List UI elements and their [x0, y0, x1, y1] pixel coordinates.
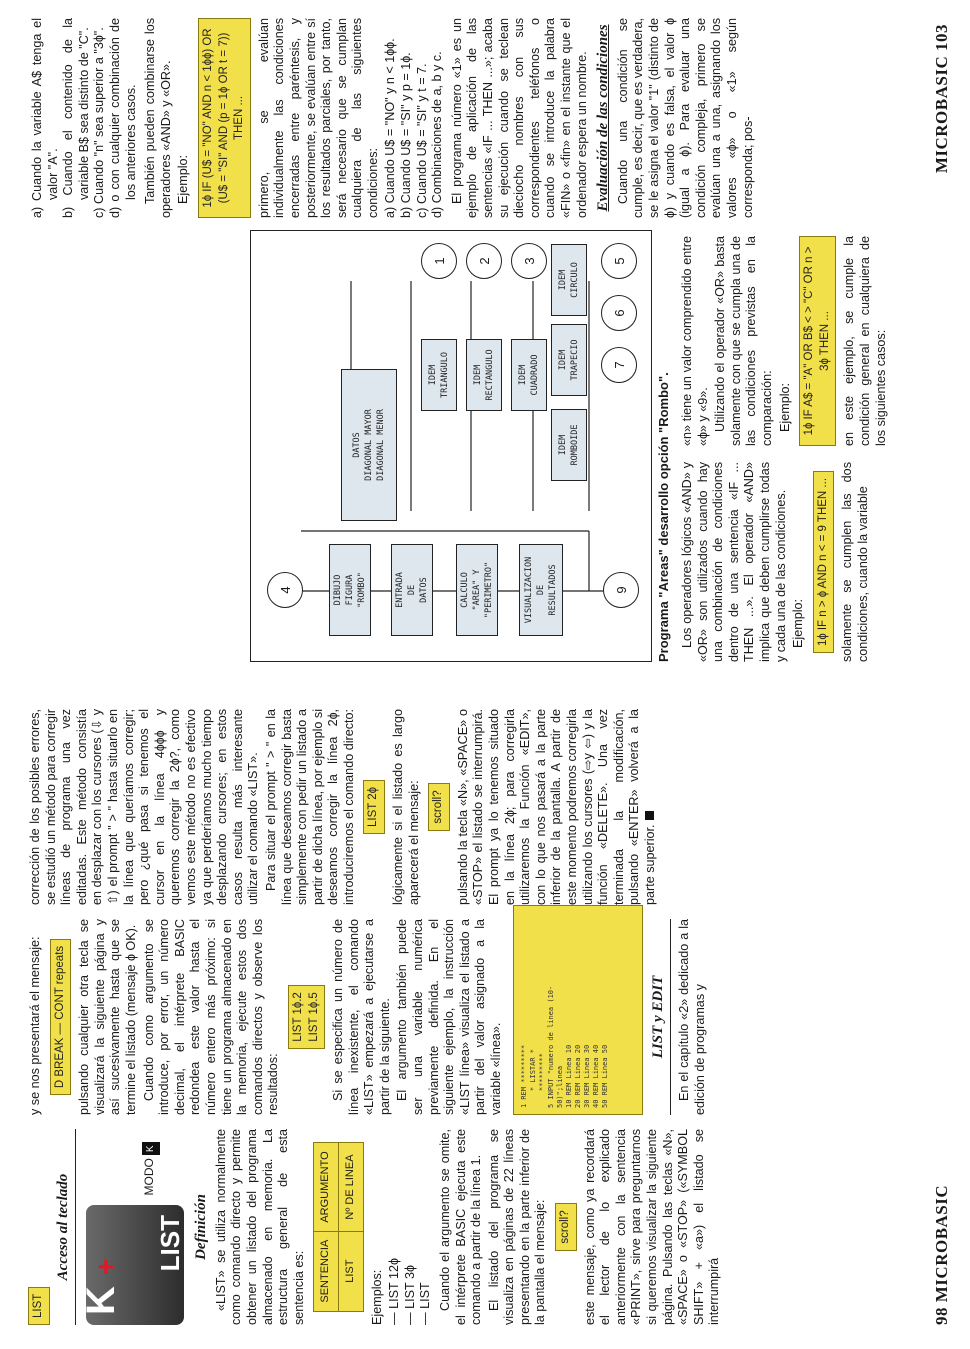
paragraph: Si se especifica un número de línea inexistente, el comando «LIST» empezará a ejecutarse a partir de la siguiente.: [331, 919, 392, 1115]
connector-2: 2: [466, 243, 502, 279]
box-idem-circulo: IDEM CIRCULO: [551, 244, 587, 316]
paragraph: pulsando cualquier otra tecla se visualizará la siguiente página y así sucesivamente hasta que se termine el listado (mensaje ɸ OK).: [77, 919, 138, 1115]
paragraph: lógicamente si el listado es largo aparecerá el mensaje:: [391, 709, 421, 905]
paragraph: El argumento también puede ser una variable numérica previamente definida. En el siguiente ejemplo, la instrucción «LIST línea» visualiza el listado a partir del valor asignado a la variable «línea».: [395, 919, 504, 1115]
box-dibujo-figura: DIBUJO FIGURA "ROMBO": [329, 544, 371, 636]
paragraph: En el capítulo «2» dedicado a la edición de programas y: [677, 919, 707, 1115]
list-key-label: LIST: [28, 1287, 50, 1325]
box-entrada-datos: ENTRADA DE DATOS: [391, 544, 433, 636]
ejemplo-label: Ejemplo:: [777, 383, 792, 432]
syntax-table: SENTENCIA ARGUMENTO LIST Nº DE LINEA: [313, 1142, 363, 1311]
paragraph: corrección de los posibles errores, se estudió un método para corregir líneas de programa una vez editadas. Este método consistía en desplazar con los cursores (⇩ y ⇧) el prompt " > " hasta situarlo en la línea que queríamos corregir; pero ¿qué pasa si tenemos el cursor en la línea 4ɸɸɸ y queremos corregir la 2ɸ?, como vemos este método no es efectivo ya que perderíamos mucho tiempo desplazando cursores; en estos casos resulta más interesante utilizar el comando «LIST».: [28, 709, 261, 905]
paragraph: Cuando el argumento se omite, el intérprete BASIC ejecuta este comando a partir de la línea 1.: [437, 1129, 484, 1325]
and-or-example-box: 1ɸ IF (U$ = "NO" AND n < 1ɸɸ) OR (U$ = "SI" AND (p = 1ɸ OR t = 7)) THEN ...: [198, 18, 251, 218]
column-1: [28, 1129, 725, 1325]
connector-4: 4: [267, 572, 303, 608]
box-visualizacion: VISUALIZACION DE RESULTADOS: [519, 544, 563, 636]
and-example-box: 1ɸ IF n > ɸ AND n < = 9 THEN ...: [813, 471, 835, 653]
list-decimal-box: LIST 1ɸ.2 LIST 1ɸ.5: [288, 985, 325, 1049]
paragraph: y se nos presentará el mensaje:: [28, 936, 42, 1115]
ejemplos-list: — LIST 12ɸ — LIST 3ɸ — LIST: [387, 1258, 433, 1325]
or-example-box: 1ɸ IF A$ = "A" OR B$ < > "C" OR n > 3ɸ THEN ...: [799, 236, 836, 446]
box-idem-trapecio: IDEM TRAPECIO: [551, 324, 587, 396]
right-column-2: [680, 236, 891, 446]
paragraph: este mensaje, como ya recordará el lector de lo explicado anteriormente con la sentencia «PRINT», sirve para preguntarnos si queremos visualizar la siguiente página. Pulsando las teclas «N», «SPACE» o «STOP» («SYMBOL SHIFT» + «a») el listado se interrumpirá: [582, 1129, 722, 1325]
definicion-heading: Definición: [193, 1194, 210, 1260]
scroll-box-2: scroll?: [428, 783, 450, 830]
acceso-heading: Acceso al teclado: [54, 1173, 71, 1281]
modo-label: MODOK: [142, 1142, 160, 1195]
box-idem-triangulo: IDEM TRIANGULO: [421, 339, 457, 411]
paragraph: Los operadores lógicos «AND» y «OR» son utilizados cuando hay una combinación de condiciones dentro de una sentencia «IF ... THEN ...». El operador «AND» implica que deben cumplirse todas y cada una de las condiciones.: [680, 462, 788, 662]
box-idem-rectangulo: IDEM RECTANGULO: [466, 339, 502, 411]
page-98: [0, 675, 970, 1349]
evaluacion-heading: Evaluación de las condiciones: [595, 24, 612, 212]
paragraph: pulsando la tecla «N», «SPACE» o «STOP» el listado se interrumpirá. El prompt ya lo tenemos situado en la línea 2ɸ; para corregirla utilizaremos la Función «EDIT», con lo que nos pasará a la parte inferior de la pantalla. A partir de este momento podremos corregirla utilizando los cursores (⇨y ⇦) y la función «DELETE». Una vez terminada la modificación, pulsando «ENTER» volverá a la parte superior.: [455, 709, 657, 905]
list-edit-heading: LIST y EDIT: [649, 975, 666, 1059]
def-paragraph: «LIST» se utiliza normalmente como comando directo y permite obtener un listado del programa almacenado en memoria. La estructura general de esta sentencia es:: [213, 1129, 306, 1325]
column-2: [28, 919, 710, 1115]
connector-7: 7: [601, 347, 637, 383]
screen-listing: 1 REM ********* * LISTAR * ********* 5 INPUT "numero de linea (10- 50)";linea 10 REM Linea 10 20 REM Linea 20 30 REM Linea 30 40 REM Linea 40 50 REM Linea 50: [513, 905, 643, 1115]
scroll-box: scroll?: [555, 1203, 577, 1250]
ejemplo-label: Ejemplo:: [176, 155, 191, 204]
box-calculo: CALCULO "AREA" Y "PERIMETRO": [456, 544, 498, 636]
connector-6: 6: [601, 295, 637, 331]
paragraph: Para situar el prompt " > " en la línea que deseamos corregir basta simplemente con pedir un listado a partir de dicha línea, por ejemplo si deseamos corregir la línea 2ɸ, introduciremos el comando directo:: [263, 708, 356, 905]
end-mark: [645, 811, 654, 820]
paragraph: Utilizando el operador «OR» basta solamente con que se cumpla una de las condiciones previstas en la comparación:: [713, 236, 774, 446]
paragraph: Cuando una condición se cumple, es decir, que es verdadera, se le asigna el valor "1" (distinto de ɸ) y cuando es falsa, el valor ɸ (igual a ɸ). Para evaluar una condición compleja, primero se evalúan una a una, asignando los valores «ɸ» o «1» según corresponda; pos-: [615, 18, 755, 218]
paragraph: en este ejemplo, se cumple la condición general en cualquiera de los siguientes casos:: [842, 236, 888, 446]
paragraph: primero, se evalúan individualmente las condiciones encerradas entre paréntesis, y posteriormente, se evalúan entre sí los resultados parciales, por tanto, será necesario que se cumplan cualquiera de las siguientes condiciones:: [256, 18, 380, 218]
paragraph: El listado del programa se visualiza en páginas de 22 líneas presentando en la parte inferior de la pantalla el mensaje:: [486, 1129, 548, 1325]
flowchart-lines: [251, 231, 651, 661]
column-3: [28, 709, 661, 905]
folio-right: MICROBASIC 103: [932, 24, 951, 174]
connector-1: 1: [421, 243, 457, 279]
ejemplos-label: Ejemplos:: [369, 1269, 384, 1325]
paragraph: También pueden combinarse los operadores «AND» y «OR».: [143, 18, 173, 218]
paragraph: El programa número «1» es un ejemplo de aplicación de las sentencias «IF ... THEN ...»; acaba su ejecución cuando se teclean dieciocho nombres con sus correspondientes teléfonos o cuando se introduce la palabra «FIN» o «fin» en el instante que el ordenador espera un nombre.: [449, 18, 589, 218]
break-message-box: D BREAK — CONT repeats: [50, 939, 72, 1095]
modo-k-key: K: [142, 1142, 160, 1155]
conditions-list: a) Cuando U$ = "NO" y n < 1ɸɸ. b) Cuando U$ = "SI" y p = 1ɸ. c) Cuando U$ = "SI" y t = 7. d) Combinaciones de a, b y c.: [383, 38, 445, 218]
connector-5: 5: [601, 243, 637, 279]
cases-list: a) Cuando la variable A$ tenga el valor "A". b) Cuando el contenido de la variable B$ sea distinto de "C". c) Cuando "n" sea superior a "3ɸ". d) o con cualquier combinación de los anteriores casos.: [30, 18, 138, 218]
box-datos: DATOS DIAGONAL MAYOR DIAGONAL MENOR: [341, 369, 397, 521]
connector-3: 3: [511, 243, 547, 279]
connector-9: 9: [603, 572, 639, 608]
box-idem-romboide: IDEM ROMBOIDE: [551, 409, 587, 481]
ejemplo-label: Ejemplo:: [791, 599, 806, 648]
box-idem-cuadrado: IDEM CUADRADO: [511, 339, 547, 411]
list20-box: LIST 2ɸ: [363, 780, 385, 834]
flowchart-caption: Programa "Areas" desarrollo opción "Rombo".: [656, 372, 671, 662]
right-column-3: [28, 18, 758, 218]
page-103: [0, 0, 970, 674]
right-column-1: [680, 462, 874, 662]
paragraph: Cuando como argumento se introduce, por error, un número decimal, el intérprete BASIC redondea este valor hasta el número entero más próximo: si tiene un programa almacenado en la memoria, ejecute estos dos comandos directos y observe los resultados:: [141, 919, 281, 1115]
heading-rule: [75, 1129, 76, 1325]
paragraph: «n» tiene un valor comprendido entre «ɸ» y «9».: [680, 236, 710, 446]
list-keycap-image: K + LIST: [86, 1205, 184, 1325]
folio-left: 98 MICROBASIC: [932, 1184, 951, 1325]
flowchart: [250, 230, 652, 662]
paragraph: solamente se cumplen las dos condiciones, cuando la variable: [840, 462, 870, 662]
